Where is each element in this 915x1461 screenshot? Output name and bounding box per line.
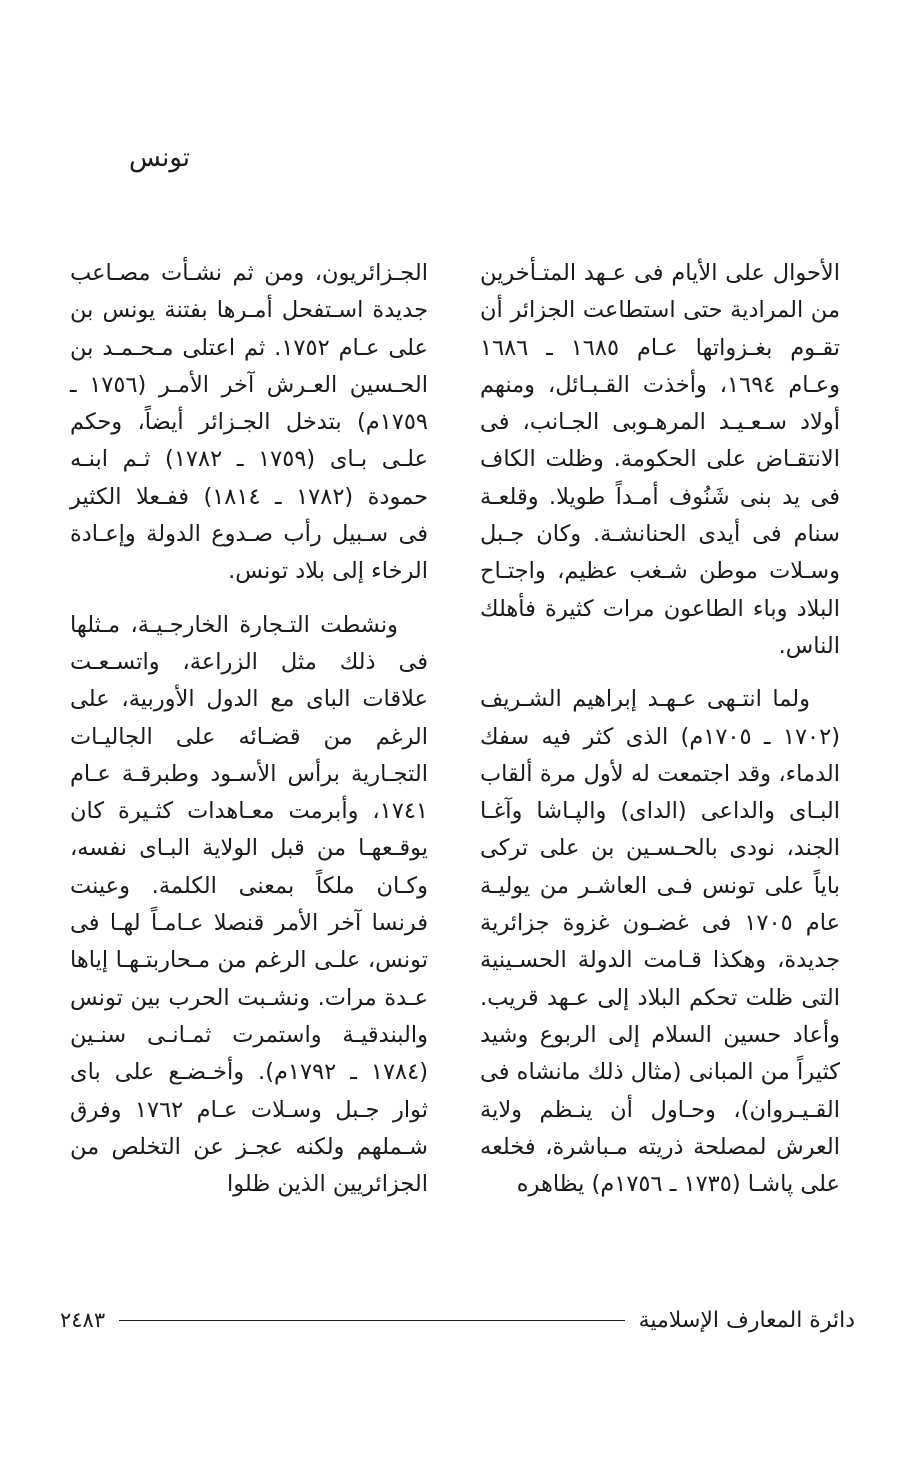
source-title: دائرة المعارف الإسلامية — [638, 1307, 855, 1333]
text-column-right — [480, 255, 840, 1203]
running-head-title: تونس — [128, 143, 190, 173]
paragraph: الجـزائريون، ومن ثم نشـأت مصـاعب جديدة اسـتفحل أمـرها بفتنة يونس بن على عـام ١٧٥٢. ثم اعتلى مـحـمـد بن الحـسين العـرش آخر الأمـر (١٧٥٦ ـ ١٧٥٩م) بتدخل الجـزائر أيضاً، وحكم علـى بـاى (١٧٥٩ ـ ١٧٨٢) ثـم ابنـه حمودة (١٧٨٢ ـ ١٨١٤) ففـعلا الكثير فى سـبيل رأب صـدوع الدولة وإعـادة الرخاء إلى بلاد تونس. — [70, 260, 429, 585]
text-column-left — [70, 255, 428, 1203]
page-footer — [60, 1300, 855, 1340]
paragraph: ولما انتـهى عـهـد إبراهيم الشـريف (١٧٠٢ ـ ١٧٠٥م) الذى كثر فيه سفك الدماء، وقد اجتمعت له لأول مرة ألقاب البـاى والداعى (الداى) والپـاشا وآغـا الجند، نودى بالحـسـين بن على تركى باياً على تونس فـى العاشـر من يوليـة عام ١٧٠٥ فى غضـون غزوة جزائرية جديدة، وهكذا قـامت الدولة الحسـينية التى ظلت تحكم البلاد إلى عـهد قريب. وأعاد حسين السلام إلى الربوع وشيد كثيراً من المبانى (مثال ذلك مانشاه فى القـيـروان)، وحـاول أن ينـظم ولاية العرش لمصلحة ذريته مـباشرة، فخلعه على پاشـا (١٧٣٥ ـ ١٧٥٦م) يظاهره — [480, 686, 840, 1198]
paragraph: ونشطت التـجارة الخارجـيـة، مـثلها فى ذلك مثل الزراعة، واتسـعـت علاقات الباى مع الدول الأوربية، على الرغم من قضـائه على الجاليـات التجـارية برأس الأسـود وطبرقـة عـام ١٧٤١، وأبرمت معـاهدات كثـيرة كان يوقـعهـا من قبل الولاية البـاى نفسه، وكـان ملكاً بمعنى الكلمة. وعينت فرنسا آخر الأمر قنصلا عـامـاً لهـا فى تونس، علـى الرغم من مـحاربتـهـا إياها عـدة مرات. ونشـبت الحرب بين تونس والبندقيـة واستمرت ثمـانـى سنـين (١٧٨٤ ـ ١٧٩٢م). وأخـضـع على باى ثوار جـبل وسـلات عـام ١٧٦٢ وفرق شـملهم ولكنه عجـز عن التخلص من الجزائريين الذين ظلوا — [70, 611, 428, 1198]
page-number: ٢٤٨٣ — [60, 1308, 106, 1332]
footer-rule — [119, 1320, 624, 1321]
paragraph: الأحوال على الأيام فى عـهد المتـأخرين من المرادية حتى استطاعت الجزائر أن تقـوم بغـزواتها عـام ١٦٨٥ ـ ١٦٨٦ وعـام ١٦٩٤، وأخذت القـبـائل، ومنهم أولاد سـعـيـد المرهـوبى الجـانب، فى الانتقـاض على الحكومة. وظلت الكاف فى يد بنى شَنُوف أمـداً طويلا. وقلعـة سنام فى أيدى الحنانشـة. وكان جـبل وسـلات موطن شـغب عظيم، واجتـاح البلاد وباء الطاعون مرات كثيرة فأهلك الناس. — [480, 260, 841, 659]
